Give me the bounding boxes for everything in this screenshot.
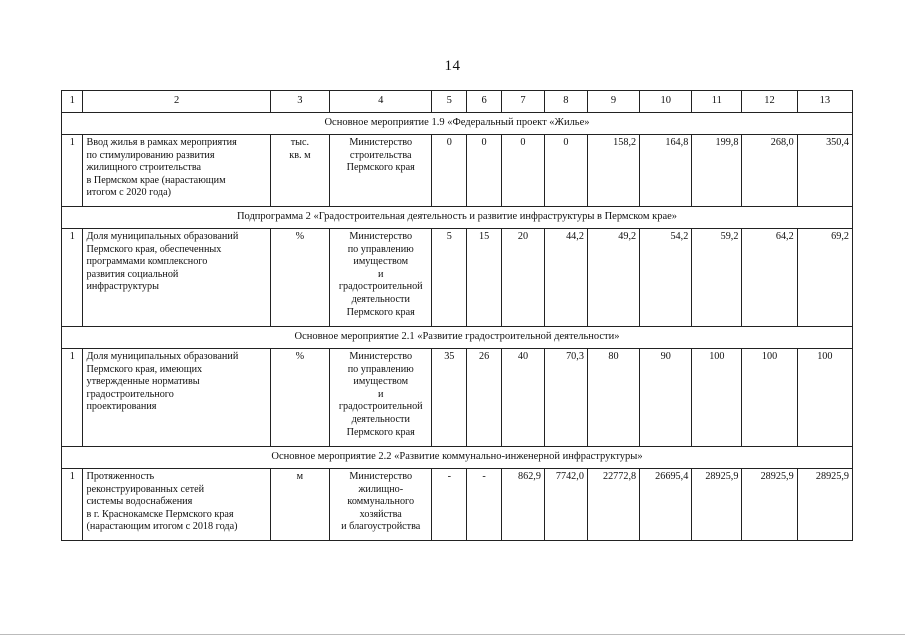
indicators-table [61, 90, 853, 541]
value-cell: 199,8 [692, 135, 742, 207]
indicator-name: Доля муниципальных образований Пермского края, обеспеченных программами комплексного развития социальной инфраструктуры [86, 231, 239, 293]
value-cell: 158,2 [587, 135, 639, 207]
value-cell: 0 [467, 135, 502, 207]
table-row [62, 135, 853, 207]
value-cell: 69,2 [797, 229, 852, 327]
indicator-name: Протяженность реконструированных сетей системы водоснабжения в г. Краснокамске Пермского края (нарастающим итогом с 2018 года) [86, 471, 238, 533]
value-cell: 164,8 [640, 135, 692, 207]
value-cell: 26 [467, 349, 502, 447]
value-cell: - [467, 469, 502, 541]
header-cell: 6 [467, 91, 502, 113]
value-cell: 22772,8 [587, 469, 639, 541]
page-number: 14 [444, 58, 461, 74]
value-cell: 100 [797, 349, 852, 447]
value-cell: 7742,0 [544, 469, 587, 541]
section-title-row [62, 207, 853, 229]
unit: тыс. кв. м [289, 137, 311, 161]
row-number: 1 [62, 135, 83, 207]
header-cell: 1 [62, 91, 83, 113]
header-cell: 7 [501, 91, 544, 113]
value-cell: 0 [501, 135, 544, 207]
row-number: 1 [62, 349, 83, 447]
section-title-row [62, 447, 853, 469]
row-number: 1 [62, 469, 83, 541]
value-cell: 100 [742, 349, 797, 447]
value-cell: 0 [432, 135, 467, 207]
value-cell: 28925,9 [692, 469, 742, 541]
indicator-name: Доля муниципальных образований Пермского края, имеющих утвержденные нормативы градостроительного проектирования [86, 351, 239, 413]
value-cell: 64,2 [742, 229, 797, 327]
value-cell: 28925,9 [742, 469, 797, 541]
section-title-row [62, 327, 853, 349]
header-cell: 8 [544, 91, 587, 113]
value-cell: 100 [692, 349, 742, 447]
value-cell: 80 [587, 349, 639, 447]
section-title: Основное мероприятие 2.1 «Развитие градостроительной деятельности» [62, 327, 853, 349]
responsible: Министерство жилищно- коммунального хозяйства и благоустройства [341, 471, 421, 533]
value-cell: 59,2 [692, 229, 742, 327]
header-cell: 11 [692, 91, 742, 113]
value-cell: 268,0 [742, 135, 797, 207]
row-number: 1 [62, 229, 83, 327]
value-cell: 26695,4 [640, 469, 692, 541]
header-row [62, 91, 853, 113]
section-title: Основное мероприятие 2.2 «Развитие коммунально-инженерной инфраструктуры» [62, 447, 853, 469]
value-cell: 28925,9 [797, 469, 852, 541]
value-cell: 35 [432, 349, 467, 447]
value-cell: 15 [467, 229, 502, 327]
section-title: Основное мероприятие 1.9 «Федеральный проект «Жилье» [62, 113, 853, 135]
value-cell: 0 [544, 135, 587, 207]
header-cell: 4 [330, 91, 432, 113]
table-row [62, 349, 853, 447]
responsible: Министерство строительства Пермского края [346, 137, 415, 174]
indicator-name: Ввод жилья в рамках мероприятия по стимулированию развития жилищного строительства в Пермском крае (нарастающим итогом с 2020 года) [86, 137, 237, 199]
header-cell: 3 [270, 91, 329, 113]
header-cell: 10 [640, 91, 692, 113]
responsible: Министерство по управлению имуществом и градостроительной деятельности Пермского края [338, 231, 423, 318]
header-cell: 5 [432, 91, 467, 113]
value-cell: 862,9 [501, 469, 544, 541]
value-cell: 350,4 [797, 135, 852, 207]
unit: м [296, 471, 304, 482]
header-cell: 13 [797, 91, 852, 113]
value-cell: 54,2 [640, 229, 692, 327]
value-cell: 70,3 [544, 349, 587, 447]
table-row [62, 229, 853, 327]
page-bottom-rule [0, 634, 905, 635]
unit: % [295, 231, 305, 242]
header-cell: 2 [83, 91, 270, 113]
value-cell: 5 [432, 229, 467, 327]
value-cell: 49,2 [587, 229, 639, 327]
section-title: Подпрограмма 2 «Градостроительная деятельность и развитие инфраструктуры в Пермском крае» [62, 207, 853, 229]
table-row [62, 469, 853, 541]
section-title-row [62, 113, 853, 135]
value-cell: 20 [501, 229, 544, 327]
header-cell: 12 [742, 91, 797, 113]
value-cell: - [432, 469, 467, 541]
unit: % [295, 351, 305, 362]
value-cell: 90 [640, 349, 692, 447]
value-cell: 40 [501, 349, 544, 447]
responsible: Министерство по управлению имуществом и градостроительной деятельности Пермского края [338, 351, 423, 438]
header-cell: 9 [587, 91, 639, 113]
value-cell: 44,2 [544, 229, 587, 327]
